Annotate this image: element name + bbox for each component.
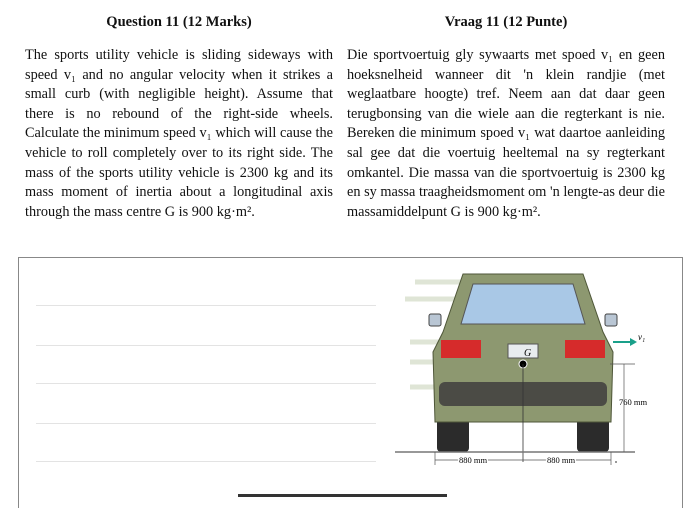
velocity-label: v₁ — [638, 332, 646, 342]
answer-line — [36, 383, 376, 384]
mirror-right — [605, 314, 617, 326]
height-dimension: 760 mm — [619, 397, 648, 407]
answer-line — [36, 423, 376, 424]
question-text-english: The sports utility vehicle is sliding sideways with speed v₁ and no angular velocity when it strikes a small curb (with negligible height). Assume that there is no rebound of the right-side wheels. Calculate the minimum speed v₁ which will cause the vehicle to roll completely over to its right side. The mass of the sports utility vehicle is 2300 kg and its mass moment of inertia about a longitudinal axis through the mass centre G is 900 kg·m². — [25, 47, 333, 220]
question-text-afrikaans: Die sportvoertuig gly sywaarts met spoed v₁ en geen hoeksnelheid wanneer dit 'n klein randjie (met weglaatbare hoogte) tref. Neem aan dat daar geen terugbonsing van die wiele aan die regterkant is nie. Bereken die minimum spoed v₁ wat daartoe aanleiding sal gee dat die voertuig heeltemal na sy regterkant omkantel. Die massa van die sportvoertuig is 2300 kg en sy massa traagheidsmoment om 'n lengte-as deur die massamiddelpunt G is 900 kg·m². — [347, 47, 665, 220]
mirror-left — [429, 314, 441, 326]
answer-line — [36, 461, 376, 462]
tail-light-right — [565, 340, 605, 358]
answer-line — [36, 345, 376, 346]
answer-line — [36, 305, 376, 306]
left-width-dimension: 880 mm — [459, 455, 488, 465]
question-title-afrikaans: Vraag 11 (12 Punte) — [444, 14, 568, 30]
license-plate — [508, 344, 538, 358]
right-width-dimension: 880 mm — [547, 455, 576, 465]
rear-window — [461, 284, 585, 324]
question-title-english: Question 11 (12 Marks) — [106, 14, 252, 30]
cg-label: G — [524, 348, 532, 359]
suv-figure — [395, 262, 675, 472]
tail-light-left — [441, 340, 481, 358]
